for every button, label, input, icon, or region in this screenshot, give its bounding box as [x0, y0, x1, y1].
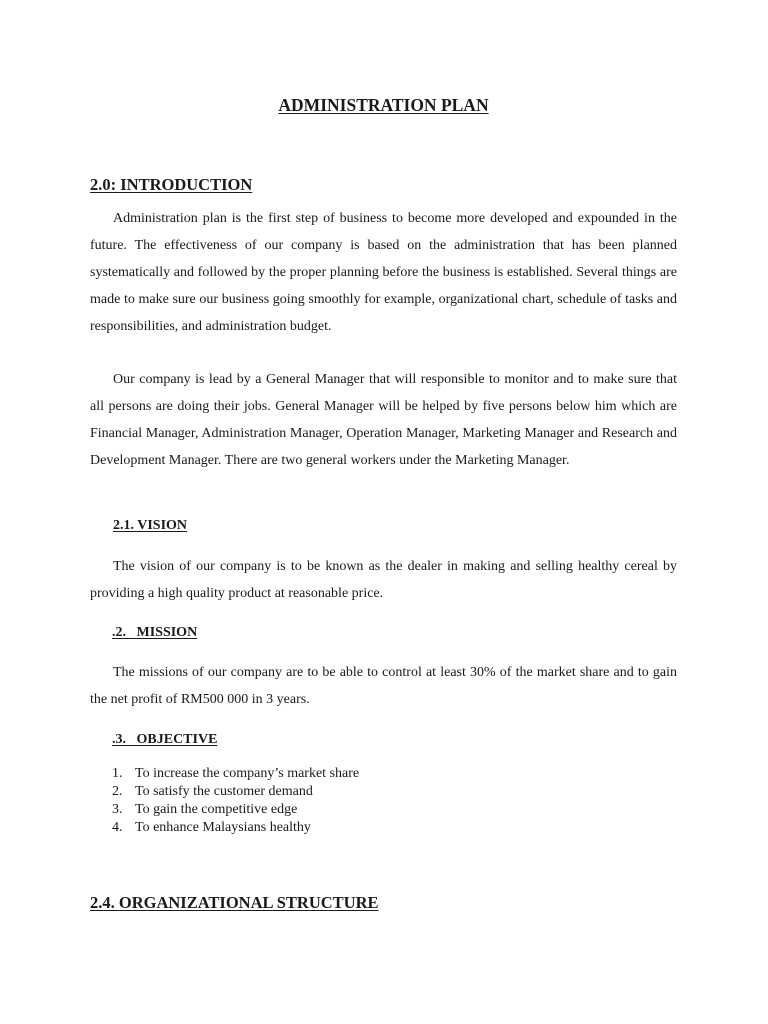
mission-heading: .2. MISSION — [112, 625, 198, 640]
list-item-text: To satisfy the customer demand — [135, 784, 313, 799]
mission-text: The missions of our company are to be able to control at least 30% of the market share and to gain the net profit of RM500 000 in 3 years. — [90, 665, 677, 707]
vision-text: The vision of our company is to be known as the dealer in making and selling healthy cereal by providing a high quality product at reasonable price. — [90, 559, 677, 601]
introduction-paragraph-1: Administration plan is the first step of business to become more developed and expounded in the future. The effectiveness of our company is based on the administration that has been planned systematically and followed by the proper planning before the business is established. Several things are made to make sure our business going smoothly for example, organizational chart, schedule of tasks and responsibilities, and administration budget. — [90, 211, 677, 334]
document-page — [90, 0, 677, 1024]
list-item — [90, 801, 359, 819]
list-item-number: 1. — [112, 766, 123, 781]
list-item-text: To gain the competitive edge — [135, 802, 298, 817]
list-item-text: To increase the company’s market share — [135, 766, 360, 781]
organizational-structure-heading: 2.4. ORGANIZATIONAL STRUCTURE — [90, 893, 379, 912]
list-item — [90, 765, 359, 783]
list-item-number: 2. — [112, 784, 123, 799]
objective-heading: .3. OBJECTIVE — [112, 732, 218, 747]
introduction-heading: 2.0: INTRODUCTION — [90, 175, 253, 194]
vision-heading: 2.1. VISION — [113, 518, 188, 533]
list-item-number: 4. — [112, 820, 123, 835]
introduction-paragraph-2: Our company is lead by a General Manager that will responsible to monitor and to make sure that all persons are doing their jobs. General Manager will be helped by five persons below him which are Financial Manager, Administration Manager, Operation Manager, Marketing Manager and Research and Development Manager. There are two general workers under the Marketing Manager. — [90, 372, 677, 468]
document-title: ADMINISTRATION PLAN — [278, 95, 489, 115]
list-item — [90, 819, 359, 837]
list-item — [90, 783, 359, 801]
list-item-number: 3. — [112, 802, 123, 817]
list-item-text: To enhance Malaysians healthy — [135, 820, 311, 835]
objective-list — [90, 765, 359, 837]
